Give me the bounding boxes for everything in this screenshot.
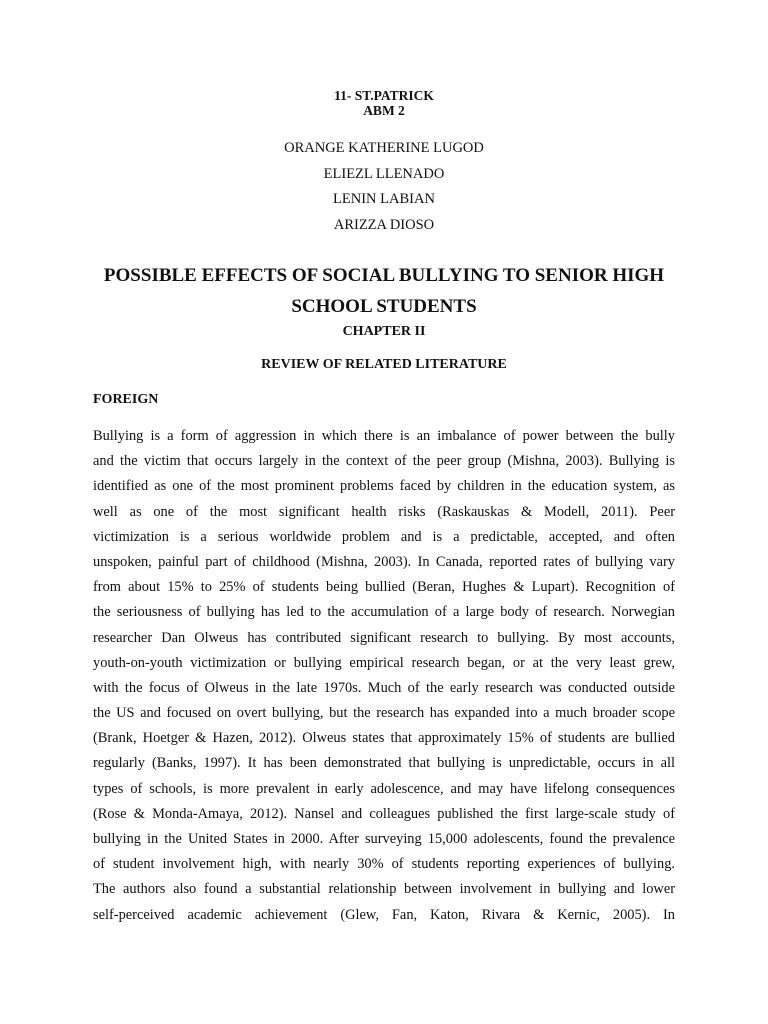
body-line: with the focus of Olweus in the late 1970s. Much of the early research was conducted outside (93, 679, 675, 696)
title-line-2: SCHOOL STUDENTS (291, 296, 477, 317)
body-line: of student involvement high, with nearly 30% of students reporting experiences of bullying. (93, 856, 675, 873)
body-line: and the victim that occurs largely in the context of the peer group (Mishna, 2003). Bullying is (93, 453, 675, 470)
strand-name: ABM 2 (363, 103, 405, 118)
title-line-1: POSSIBLE EFFECTS OF SOCIAL BULLYING TO SENIOR HIGH (103, 265, 665, 286)
section-heading: REVIEW OF RELATED LITERATURE (261, 357, 507, 372)
header-block (0, 88, 768, 118)
body-line: researcher Dan Olweus has contributed significant research to bullying. By most accounts, (93, 629, 675, 646)
section-name: 11- ST.PATRICK (334, 88, 434, 103)
body-line: the US and focused on overt bullying, but the research has expanded into a much broader scope (93, 705, 675, 722)
subsection-heading: FOREIGN (93, 392, 159, 407)
body-line: bullying in the United States in 2000. After surveying 15,000 adolescents, found the prevalence (93, 831, 675, 847)
body-line: The authors also found a substantial relationship between involvement in bullying and lower (93, 881, 675, 898)
author-name: ELIEZL LLENADO (323, 165, 445, 182)
body-line: youth-on-youth victimization or bullying empirical research began, or at the very least grew, (93, 654, 675, 671)
body-line: self-perceived academic achievement (Glew, Fan, Katon, Rivara & Kernic, 2005). In (93, 906, 675, 923)
body-line: from about 15% to 25% of students being bullied (Beran, Hughes & Lupart). Recognition of (93, 579, 675, 596)
body-line: Bullying is a form of aggression in which there is an imbalance of power between the bully (93, 428, 675, 444)
author-list (0, 136, 768, 238)
body-line: victimization is a serious worldwide problem and is a predictable, accepted, and often (93, 528, 675, 545)
body-line: regularly (Banks, 1997). It has been demonstrated that bullying is unpredictable, occurs in all (93, 755, 675, 772)
body-line: identified as one of the most prominent problems faced by children in the education system, as (93, 478, 675, 495)
chapter-heading: CHAPTER II (342, 324, 426, 339)
author-name: ARIZZA DIOSO (333, 216, 435, 233)
body-line: (Brank, Hoetger & Hazen, 2012). Olweus states that approximately 15% of students are bullied (93, 730, 675, 747)
body-line: well as one of the most significant health risks (Raskauskas & Modell, 2011). Peer (93, 503, 675, 520)
author-name: LENIN LABIAN (333, 191, 435, 207)
body-line: (Rose & Monda-Amaya, 2012). Nansel and colleagues published the first large-scale study of (93, 805, 675, 822)
body-line: unspoken, painful part of childhood (Mishna, 2003). In Canada, reported rates of bullying vary (93, 553, 675, 570)
body-paragraph (93, 424, 675, 928)
author-name: ORANGE KATHERINE LUGOD (284, 140, 484, 156)
body-line: types of schools, is more prevalent in early adolescence, and may have lifelong consequences (93, 780, 675, 797)
paper-title (0, 260, 768, 322)
body-line: the seriousness of bullying has led to the accumulation of a large body of research. Norwegian (93, 604, 675, 621)
